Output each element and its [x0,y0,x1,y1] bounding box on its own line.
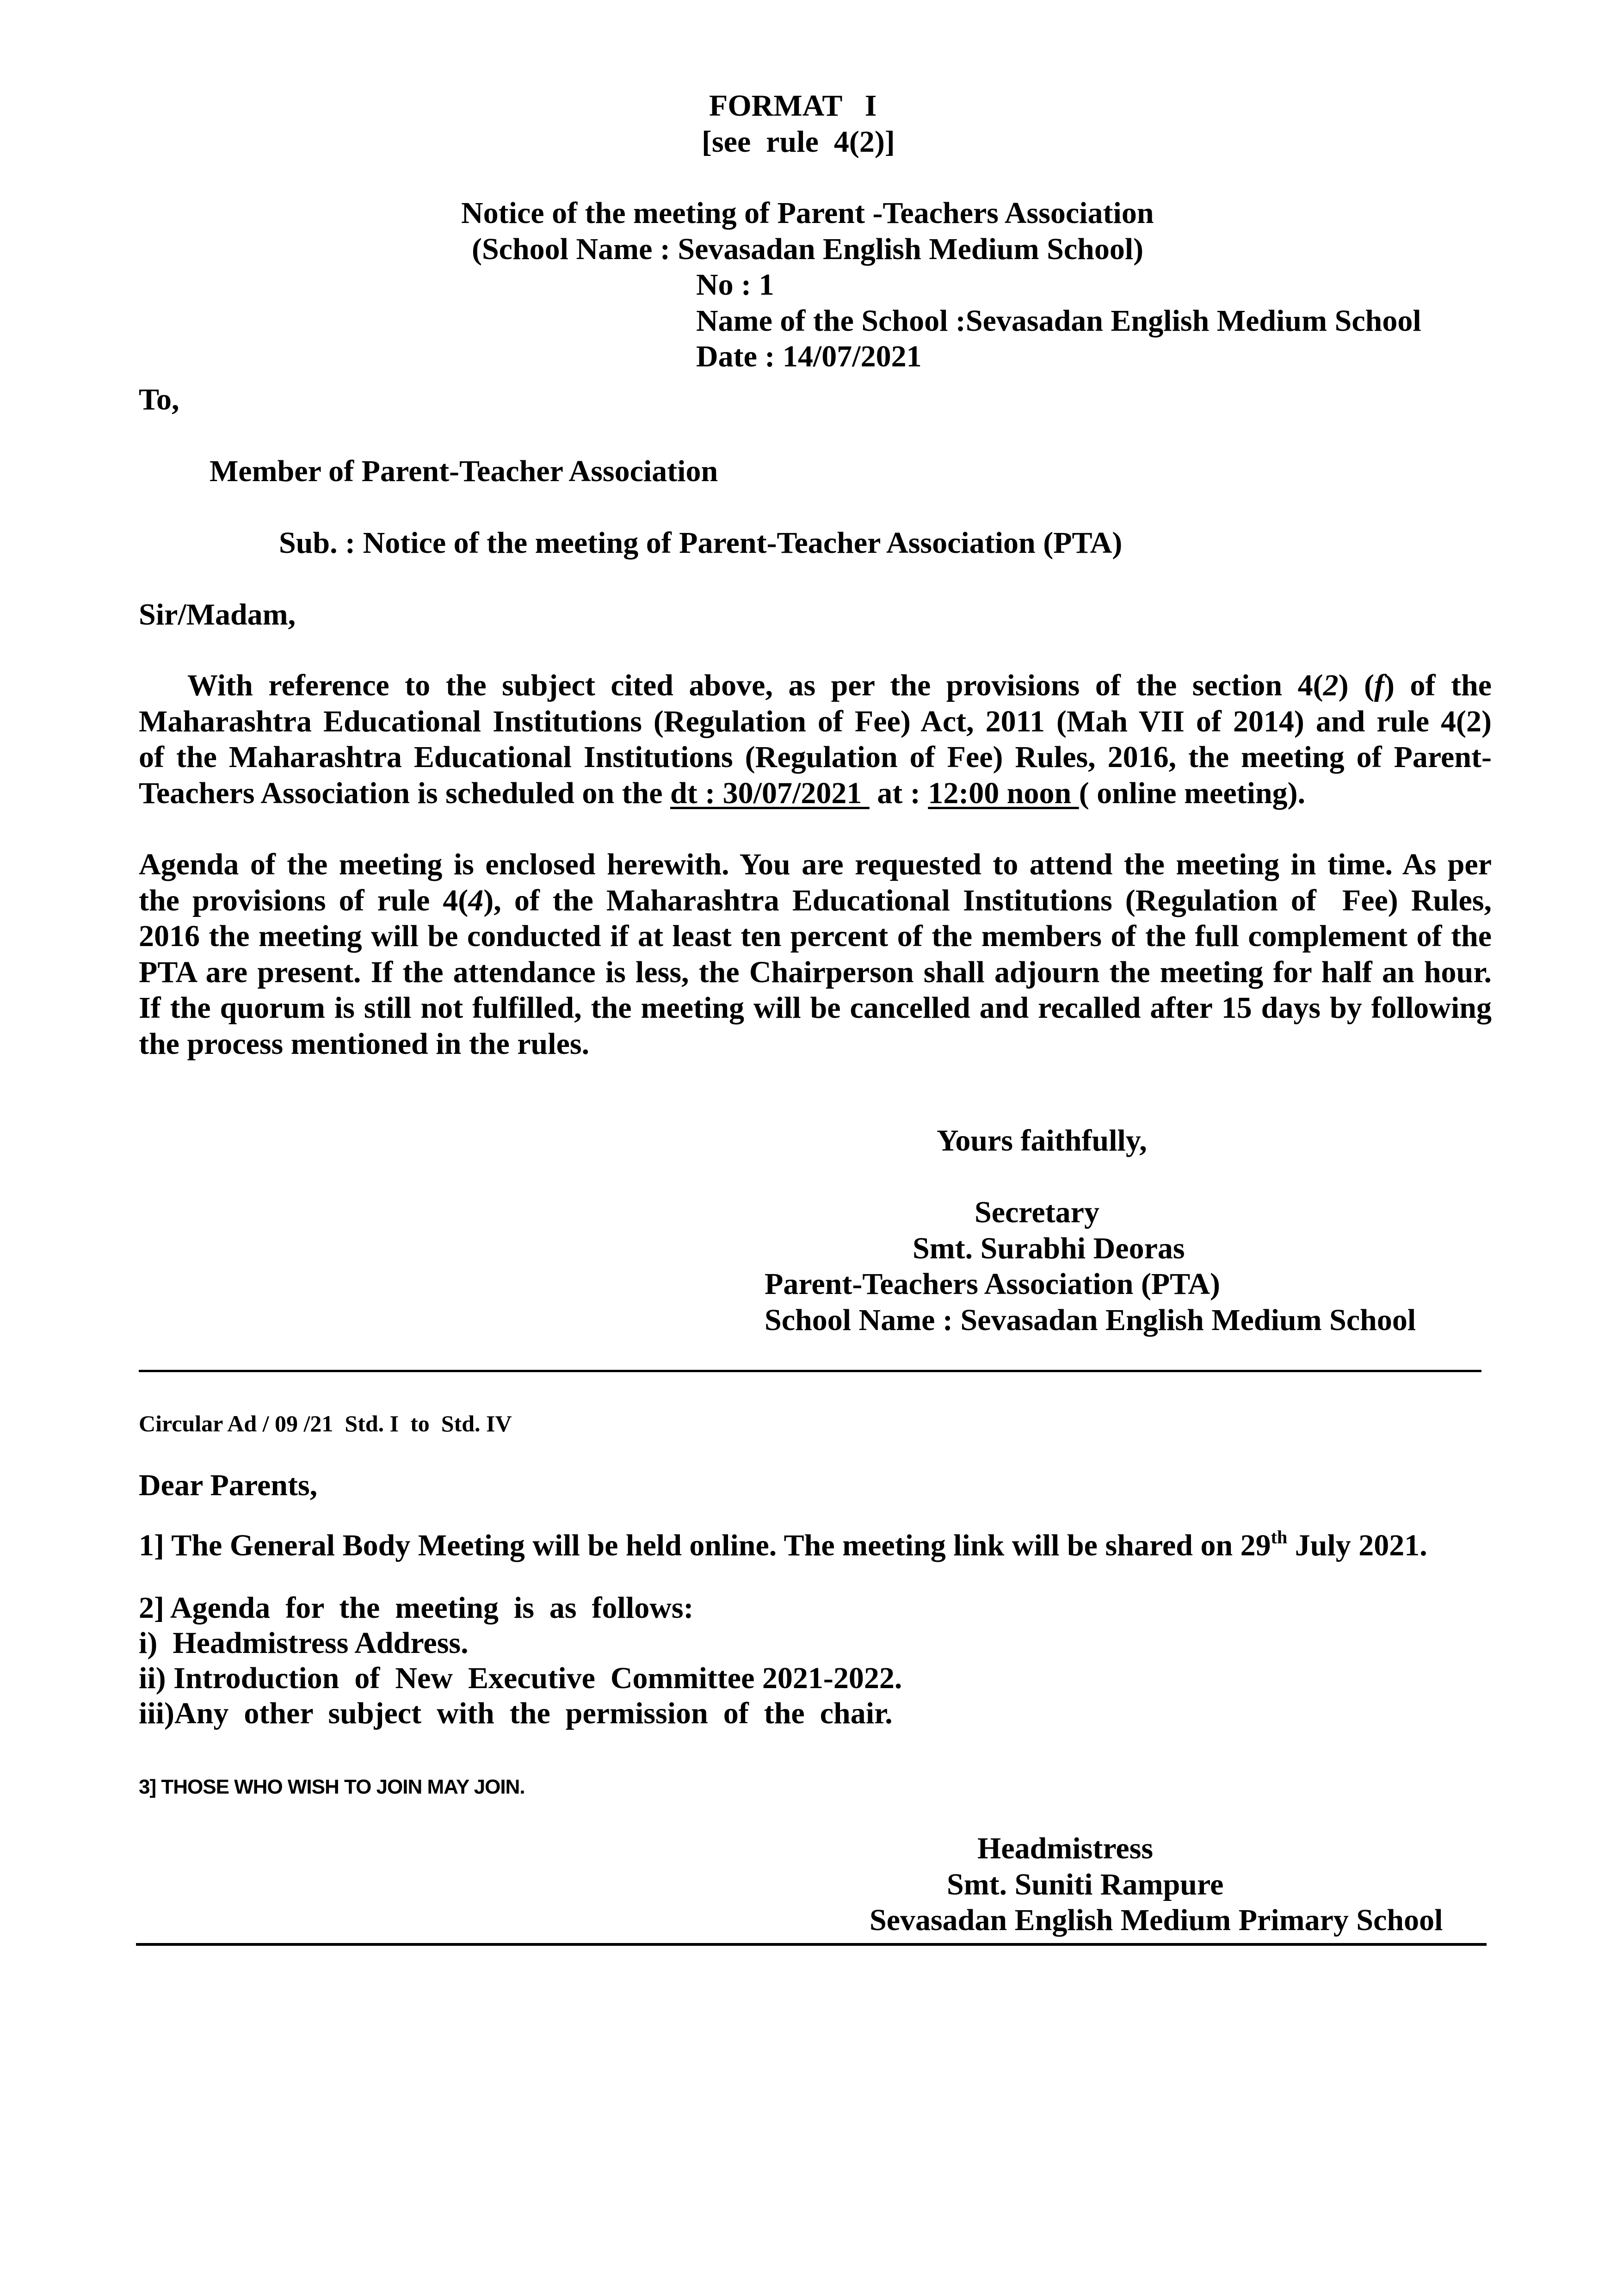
notice-number: No : 1 [696,268,774,302]
section-divider [139,1370,1481,1372]
agenda-item: iii)Any other subject with the permission of the chair. [139,1696,893,1730]
paragraph-line: of the Maharashtra Educational Institutions (Regulation of Fee) Rules, 2016, the meeting of Parent- [139,740,1492,774]
rule-reference: [see rule 4(2)] [702,125,895,159]
paragraph-line: Maharashtra Educational Institutions (Regulation of Fee) Act, 2011 (Mah VII of 2014) and rule 4(2) [139,704,1492,738]
italic-text: 2 [1323,668,1339,702]
circular-point-1 [139,1528,1427,1563]
circular-salutation: Dear Parents, [139,1468,318,1502]
paragraph-line [139,668,1492,704]
signatory-name: Smt. Surabhi Deoras [913,1232,1185,1265]
circular-point-3: 3] THOSE WHO WISH TO JOIN MAY JOIN. [139,1776,525,1798]
text-run: at : [869,776,928,810]
paragraph-line [139,775,1492,811]
text-run: ) of the [1384,668,1492,702]
bottom-rule [136,1943,1487,1946]
ordinal-suffix: th [1271,1527,1288,1547]
meeting-date: dt : 30/07/2021 [670,776,870,810]
paragraph-line: If the quorum is still not fulfilled, the meeting will be cancelled and recalled after 15 days by following [139,991,1492,1025]
paragraph-line [139,883,1492,919]
circular-reference: Circular Ad / 09 /21 Std. I to Std. IV [139,1411,512,1436]
signatory-title: Secretary [975,1195,1099,1229]
text-run: the provisions of rule 4( [139,883,469,917]
circular-point-2: 2] Agenda for the meeting is as follows: [139,1591,694,1625]
paragraph-line: 2016 the meeting will be conducted if at least ten percent of the members of the full complement of the [139,919,1492,953]
closing: Yours faithfully, [937,1124,1147,1157]
reference-paragraph [139,668,1492,811]
agenda-item: ii) Introduction of New Executive Committee 2021-2022. [139,1661,902,1695]
signatory-organization: Parent-Teachers Association (PTA) [765,1267,1221,1301]
recipient: Member of Parent-Teacher Association [210,454,718,488]
paragraph-line: Agenda of the meeting is enclosed herewith. You are requested to attend the meeting in time. As per [139,848,1492,881]
headmistress-school: Sevasadan English Medium Primary School [870,1903,1443,1937]
headmistress-title: Headmistress [977,1832,1154,1865]
agenda-paragraph [139,847,1492,1062]
addressee-to: To, [139,383,179,416]
school-name-line: Name of the School :Sevasadan English Medium School [696,304,1421,338]
text-run: 1] The General Body Meeting will be held online. The meeting link will be shared on 29 [139,1529,1271,1562]
school-heading: (School Name : Sevasadan English Medium School) [472,232,1144,266]
headmistress-name: Smt. Suniti Rampure [947,1868,1224,1901]
text-run: With reference to the subject cited above, as per the provisions of the section 4( [187,668,1323,702]
paragraph-line: the process mentioned in the rules. [139,1027,590,1061]
paragraph-line: PTA are present. If the attendance is less, the Chairperson shall adjourn the meeting for half an hour. [139,955,1492,989]
italic-text: 4 [468,883,484,917]
text-run: Teachers Association is scheduled on the [139,776,671,810]
text-run: ( online meeting). [1079,776,1306,810]
text-run: ) ( [1338,668,1375,702]
salutation: Sir/Madam, [139,598,296,631]
text-run: July 2021. [1287,1529,1427,1562]
subject-line: Sub. : Notice of the meeting of Parent-Teacher Association (PTA) [279,526,1123,560]
meeting-time: 12:00 noon [928,776,1079,810]
signatory-school: School Name : Sevasadan English Medium School [765,1303,1416,1337]
format-title: FORMAT I [709,89,877,123]
notice-date: Date : 14/07/2021 [696,340,922,373]
agenda-item: i) Headmistress Address. [139,1626,469,1660]
italic-text: f [1374,668,1385,702]
notice-heading: Notice of the meeting of Parent -Teachers Association [461,196,1154,230]
text-run: ), of the Maharashtra Educational Institutions (Regulation of Fee) Rules, [483,883,1492,917]
